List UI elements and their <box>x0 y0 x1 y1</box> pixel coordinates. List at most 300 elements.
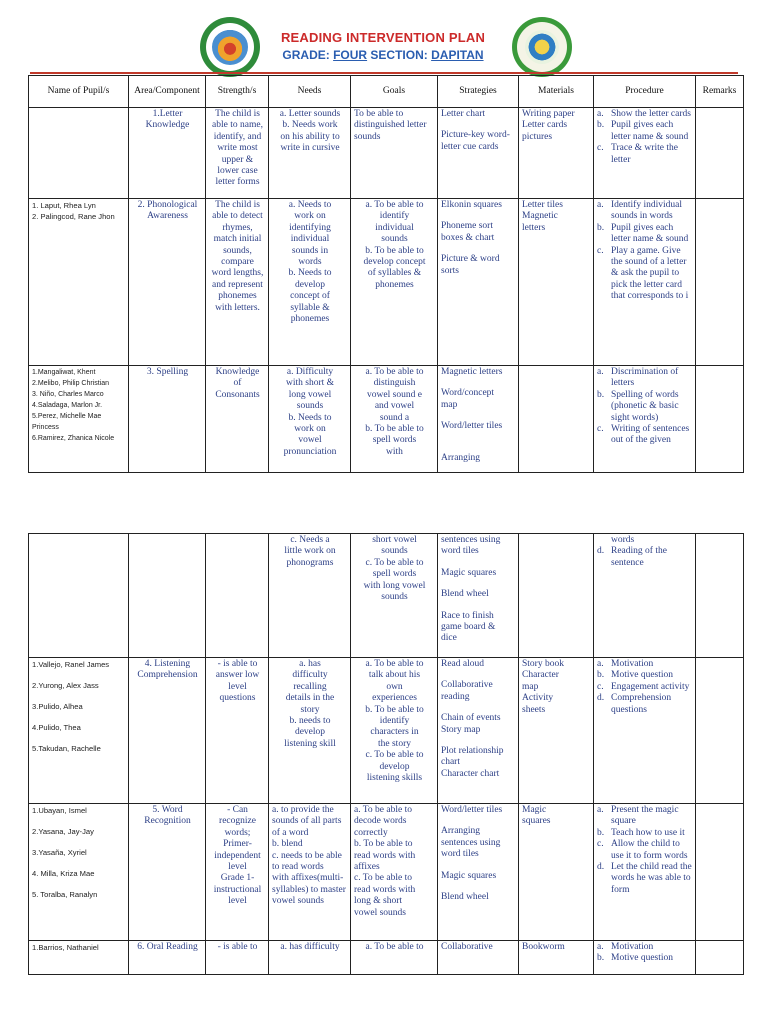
cell-line: long vowel <box>288 389 332 400</box>
blank-line <box>32 837 126 847</box>
remarks-cell <box>696 804 744 941</box>
plan-table-page-2 <box>28 533 744 975</box>
materials-cell <box>519 366 594 473</box>
cell-line: Picture & word <box>441 254 500 265</box>
plan-table-page-1 <box>28 75 744 473</box>
cell-line: sounds of all parts <box>272 816 342 827</box>
goals-cell <box>351 941 438 975</box>
cell-line: b. Needs work <box>282 120 338 131</box>
cell-line: of syllables & <box>367 268 422 279</box>
cell-line: and vowel <box>374 401 415 412</box>
cell-line: sorts <box>441 265 459 276</box>
cell-line: b. Needs to <box>288 268 332 279</box>
strategies-cell <box>438 804 519 941</box>
cell-line: a. to provide the <box>272 805 334 815</box>
cell-line: develop <box>379 761 410 772</box>
cell-line: sounds <box>354 131 381 142</box>
cell-line: - is able to <box>217 659 258 669</box>
step-marker: b. <box>597 222 605 233</box>
pupil-names-cell <box>29 941 129 975</box>
cell-line: work on <box>294 211 326 222</box>
cell-line: correctly <box>354 827 388 838</box>
cell-line: Read aloud <box>441 659 485 669</box>
cell-line: sentences using <box>441 837 501 848</box>
cell-line: 1.Ubayan, Ismel <box>32 806 87 815</box>
cell-line: to read words <box>272 862 324 873</box>
cell-line: 1.Letter <box>152 109 183 119</box>
procedure-step <box>597 805 693 828</box>
cell-line: Arranging <box>441 452 481 463</box>
cell-line: word tiles <box>441 546 479 557</box>
cell-line: map <box>441 399 458 410</box>
cell-line: individual <box>375 222 414 233</box>
cell-line: Character chart <box>441 768 500 779</box>
cell-line: decode words <box>354 816 407 827</box>
procedure-step <box>597 390 693 424</box>
cell-line: Knowledge <box>215 367 260 377</box>
blank-line <box>32 879 126 889</box>
procedure-step <box>597 862 693 896</box>
cell-line: 2.Yurong, Alex Jass <box>32 681 99 690</box>
cell-line: distinguish <box>373 378 416 389</box>
cell-line: phonemes <box>290 314 330 325</box>
table-row <box>29 941 744 975</box>
cell-line: words; <box>224 827 251 838</box>
cell-line: little work on <box>284 546 336 557</box>
cell-line: c. To be able to <box>365 750 424 761</box>
blank-line <box>441 601 516 611</box>
procedure-step <box>597 109 693 120</box>
col-header-remarks: Remarks <box>696 76 744 108</box>
cell-line: able to detect <box>212 211 263 222</box>
blank-line <box>441 378 516 388</box>
cell-line: Word/letter tiles <box>441 421 503 432</box>
remarks-cell <box>696 366 744 473</box>
cell-line: phonograms <box>286 557 334 568</box>
blank-line <box>441 861 516 871</box>
cell-line: c. To be able to <box>354 873 412 884</box>
blank-line <box>441 703 516 713</box>
cell-line: Plot relationship <box>441 746 504 757</box>
blank-line <box>441 443 516 453</box>
cell-line: 3.Yasaña, Xyriel <box>32 848 87 857</box>
cell-line: 1.Barrios, Nathaniel <box>32 943 99 952</box>
cell-line: b. blend <box>272 839 303 850</box>
step-marker: d. <box>597 862 605 873</box>
cell-line: phonemes <box>218 291 257 302</box>
procedure-cell <box>594 941 696 975</box>
strategies-cell <box>438 941 519 975</box>
cell-line: short vowel <box>372 535 417 545</box>
blank-line <box>441 244 516 254</box>
cell-line: sounds <box>296 401 324 412</box>
procedure-step <box>597 682 693 693</box>
cell-line: words <box>298 257 322 268</box>
cell-line: affixes <box>354 862 380 873</box>
cell-line: letters <box>522 222 546 233</box>
remarks-cell <box>696 658 744 804</box>
cell-line: identify, and <box>213 131 262 142</box>
procedure-step <box>597 942 693 953</box>
cell-line: word tiles <box>441 849 479 860</box>
strategies-cell <box>438 108 519 199</box>
cell-line: and represent <box>212 279 263 290</box>
blank-line <box>441 882 516 892</box>
col-header-procedure: Procedure <box>594 76 696 108</box>
cell-line: 2. Palingcod, Rane Jhon <box>32 212 115 221</box>
table-row <box>29 658 744 804</box>
cell-line: pictures <box>522 131 553 142</box>
area-cell <box>129 199 206 366</box>
cell-line: details in the <box>285 693 335 704</box>
procedure-cell <box>594 199 696 366</box>
strengths-cell <box>206 941 269 975</box>
procedure-step <box>597 828 693 839</box>
materials-cell <box>519 108 594 199</box>
cell-line: 2. Phonological <box>137 200 198 210</box>
step-marker: b. <box>597 953 605 964</box>
cell-line: distinguished letter <box>354 120 427 131</box>
pupil-names-cell <box>29 804 129 941</box>
cell-line: 1.Vallejo, Ranel James <box>32 660 110 669</box>
strengths-cell <box>206 804 269 941</box>
cell-line: syllables) to master <box>272 884 346 895</box>
step-text: Motivation <box>611 942 654 952</box>
cell-line: Magnetic <box>522 211 558 222</box>
school-seal-icon <box>512 17 572 77</box>
step-text: Allow the child to use it to form words <box>611 839 688 861</box>
cell-line: Knowledge <box>145 120 190 131</box>
cell-line: sounds <box>381 592 408 603</box>
cell-line: c. needs to be able <box>272 850 342 861</box>
cell-line: sounds, <box>223 245 252 256</box>
blank-line <box>441 558 516 568</box>
cell-line: write in cursive <box>280 143 340 154</box>
cell-line: Picture-key word- <box>441 130 510 141</box>
goals-cell <box>351 804 438 941</box>
cell-line: rhymes, <box>222 222 253 233</box>
needs-cell <box>269 366 351 473</box>
cell-line: Magic squares <box>441 567 497 578</box>
cell-line: Bookworm <box>522 942 565 952</box>
cell-line: 2.Yasana, Jay-Jay <box>32 827 94 836</box>
cell-line: b. To be able to <box>365 424 424 435</box>
cell-line: story <box>300 704 320 715</box>
procedure-step <box>597 223 693 246</box>
cell-line: read words with <box>354 850 416 861</box>
step-marker: c. <box>597 681 604 692</box>
step-marker: b. <box>597 389 605 400</box>
procedure-step <box>597 246 693 303</box>
col-header-materials: Materials <box>519 76 594 108</box>
procedure-step <box>597 659 693 670</box>
strengths-cell <box>206 366 269 473</box>
blank-line <box>441 120 516 130</box>
blank-line <box>32 691 126 701</box>
cell-line: characters in <box>370 727 419 738</box>
blank-line <box>441 433 516 443</box>
goals-cell <box>351 658 438 804</box>
cell-line: identify <box>379 211 410 222</box>
table-header-row <box>29 76 744 108</box>
cell-line: with <box>386 446 403 457</box>
cell-line: lower case <box>217 166 258 177</box>
cell-line: b. Needs to <box>288 412 332 423</box>
strengths-cell <box>206 658 269 804</box>
step-marker: c. <box>597 143 604 154</box>
needs-cell <box>269 534 351 658</box>
procedure-step <box>597 953 693 964</box>
cell-line: 5.Perez, Michelle Mae <box>32 413 102 420</box>
col-header-area: Area/Component <box>129 76 206 108</box>
cell-line: Race to finish <box>441 610 494 621</box>
cell-line: 4.Pulido, Thea <box>32 723 81 732</box>
cell-line: of <box>233 378 242 389</box>
cell-line: Magic <box>522 805 547 815</box>
area-cell <box>129 534 206 658</box>
cell-line: Writing paper <box>522 109 575 119</box>
strategies-cell <box>438 534 519 658</box>
step-marker: b. <box>597 827 605 838</box>
cell-line: 4.Saladaga, Marlon Jr. <box>32 402 103 409</box>
cell-line: a. To be able to <box>365 942 424 952</box>
remarks-cell <box>696 941 744 975</box>
cell-line: word lengths, <box>211 268 264 279</box>
cell-line: Activity <box>522 693 554 704</box>
cell-line: individual <box>290 234 330 245</box>
step-text: Pupil gives each letter name & sound <box>611 222 689 245</box>
pupil-names-cell <box>29 199 129 366</box>
cell-line: with affixes(multi- <box>272 873 344 884</box>
cell-line: Princess <box>32 424 59 431</box>
cell-line: 1.Mangaliwat, Khent <box>32 369 96 376</box>
step-marker: a. <box>597 942 604 952</box>
cell-line: sentences using <box>441 535 501 545</box>
procedure-step <box>597 143 693 166</box>
cell-line: 1. Laput, Rhea Lyn <box>32 201 96 210</box>
cell-line: Letter chart <box>441 109 486 119</box>
col-header-goals: Goals <box>351 76 438 108</box>
needs-cell <box>269 941 351 975</box>
cell-line: 5. Word <box>152 805 183 815</box>
materials-cell <box>519 941 594 975</box>
cell-line: a. To be able to <box>365 200 424 210</box>
needs-cell <box>269 108 351 199</box>
step-text: Show the letter cards <box>611 109 691 119</box>
cell-line: recalling <box>293 681 327 692</box>
col-header-strategies: Strategies <box>438 76 519 108</box>
cell-line: reading <box>441 691 470 702</box>
strengths-cell <box>206 199 269 366</box>
step-marker: b. <box>597 670 605 681</box>
step-marker: d. <box>597 693 605 704</box>
cell-line: a. has difficulty <box>280 942 340 952</box>
cell-line: listening skill <box>284 738 336 749</box>
blank-line <box>441 670 516 680</box>
cell-line: Blend wheel <box>441 892 489 903</box>
cell-line: sounds <box>381 546 408 557</box>
cell-line: Elkonin squares <box>441 200 502 210</box>
materials-cell <box>519 804 594 941</box>
cell-line: answer low <box>215 670 260 681</box>
needs-cell <box>269 658 351 804</box>
strategies-cell <box>438 366 519 473</box>
cell-line: a. Needs to <box>288 200 332 210</box>
cell-line: - Can <box>227 805 248 815</box>
cell-line: identifying <box>289 222 331 233</box>
step-text: Play a game. Give the sound of a letter & ask the pupil to pick the letter card that corresponds to i <box>611 245 689 302</box>
cell-line: spell words <box>372 435 417 446</box>
cell-line: compare <box>221 257 254 268</box>
step-text: Pupil gives each letter name & sound <box>611 120 689 142</box>
cell-line: Phoneme sort <box>441 221 493 232</box>
cell-line: a. To be able to <box>365 367 424 377</box>
step-text: Reading of the sentence <box>611 546 667 568</box>
cell-line: sounds <box>381 234 408 245</box>
area-cell <box>129 804 206 941</box>
step-text: Trace & write the letter <box>611 143 678 165</box>
needs-cell <box>269 804 351 941</box>
procedure-cell <box>594 804 696 941</box>
cell-line: 2.Melibo, Philip Christian <box>32 380 110 387</box>
area-cell <box>129 108 206 199</box>
grade-value: FOUR <box>333 48 368 62</box>
area-cell <box>129 658 206 804</box>
header-rule <box>30 72 738 74</box>
step-marker: b. <box>597 120 605 131</box>
cell-line: 5. Toralba, Ranalyn <box>32 890 98 899</box>
cell-line: letter cue cards <box>441 141 499 152</box>
cell-line: Letter cards <box>522 120 568 131</box>
cell-line: a. has <box>299 659 321 669</box>
cell-line: The child is <box>215 200 260 210</box>
cell-line: recognize <box>219 816 256 827</box>
step-text: Motive question <box>611 670 674 681</box>
cell-line: game board & <box>441 622 496 633</box>
cell-line: with short & <box>285 378 335 389</box>
procedure-step <box>597 839 693 862</box>
cell-line: b. To be able to <box>365 245 424 256</box>
materials-cell <box>519 534 594 658</box>
cell-line: Grade 1- <box>220 873 255 884</box>
cell-line: Collaborative <box>441 680 493 691</box>
cell-line: Recognition <box>144 816 191 827</box>
step-marker: a. <box>597 805 604 815</box>
cell-line: difficulty <box>292 670 328 681</box>
cell-line: develop <box>294 279 326 290</box>
cell-line: b. To be able to <box>354 839 413 850</box>
goals-cell <box>351 199 438 366</box>
cell-line: vowel sounds <box>354 907 406 918</box>
cell-line: boxes & chart <box>441 232 495 243</box>
step-text: Motive question <box>611 953 674 964</box>
cell-line: Consonants <box>215 389 260 400</box>
cell-line: 6. Oral Reading <box>137 942 198 952</box>
blank-line <box>441 816 516 826</box>
cell-line: a. Difficulty <box>286 367 334 377</box>
procedure-cell <box>594 534 696 658</box>
cell-line: syllable & <box>290 302 330 313</box>
cell-line: listening skills <box>366 773 423 784</box>
cell-line: upper & <box>221 154 254 165</box>
cell-line: independent <box>214 850 261 861</box>
goals-cell <box>351 366 438 473</box>
step-marker: a. <box>597 200 604 210</box>
cell-line: 6.Ramirez, Zhanica Nicole <box>32 435 115 442</box>
division-seal-icon <box>200 17 260 77</box>
cell-line: vowel sounds <box>272 896 324 907</box>
cell-line: develop concept <box>363 257 426 268</box>
cell-line: able to name, <box>212 120 263 131</box>
cell-line: sounds in <box>291 245 329 256</box>
cell-line: sheets <box>522 704 546 715</box>
cell-line: pronunciation <box>283 446 337 457</box>
cell-line: sound a <box>379 412 410 423</box>
cell-line: instructional <box>213 884 262 895</box>
cell-line: with long vowel <box>363 580 426 591</box>
table-row <box>29 366 744 473</box>
cell-line: Primer- <box>223 839 252 850</box>
area-cell <box>129 366 206 473</box>
cell-line: Blend wheel <box>441 589 489 600</box>
cell-line: chart <box>441 757 460 768</box>
blank-line <box>32 712 126 722</box>
strengths-cell <box>206 108 269 199</box>
table-row <box>29 534 744 658</box>
procedure-step <box>597 424 693 447</box>
cell-line: experiences <box>372 693 417 704</box>
remarks-cell <box>696 199 744 366</box>
step-marker: c. <box>597 424 604 435</box>
cell-line: level <box>228 681 247 692</box>
cell-line: of a word <box>272 827 309 838</box>
procedure-cell <box>594 108 696 199</box>
cell-line: dice <box>441 633 457 644</box>
area-cell <box>129 941 206 975</box>
cell-line: Comprehension <box>137 670 198 681</box>
cell-line: level <box>228 862 247 873</box>
col-header-strengths: Strength/s <box>206 76 269 108</box>
step-text: Discrimination of letters <box>611 367 679 389</box>
blank-line <box>441 211 516 221</box>
blank-line <box>32 670 126 680</box>
materials-cell <box>519 658 594 804</box>
step-marker <box>597 535 611 546</box>
cell-line: c. Needs a <box>290 535 330 545</box>
procedure-step <box>597 535 693 546</box>
pupil-names-cell <box>29 534 129 658</box>
cell-line: work on <box>294 424 326 435</box>
cell-line: Story map <box>441 724 481 735</box>
cell-line: 3.Pulido, Alhea <box>32 702 83 711</box>
cell-line: a. Letter sounds <box>279 109 341 119</box>
step-text: Writing of sentences out of the given <box>611 424 690 446</box>
step-marker: a. <box>597 659 604 669</box>
step-text: Spelling of words (phonetic & basic sight words) <box>611 389 679 423</box>
cell-line: phonemes <box>375 279 414 290</box>
cell-line: - is able to <box>217 942 258 952</box>
step-marker: c. <box>597 839 604 850</box>
section-label: SECTION: <box>367 48 432 62</box>
cell-line: identify <box>379 716 410 727</box>
step-text: words <box>611 535 635 545</box>
step-text: Teach how to use it <box>611 827 685 838</box>
col-header-name: Name of Pupil/s <box>29 76 129 108</box>
document-title: READING INTERVENTION PLAN <box>280 30 486 45</box>
cell-line: on his ability to <box>280 131 340 142</box>
cell-line: Awareness <box>147 211 188 222</box>
pupil-names-cell <box>29 366 129 473</box>
